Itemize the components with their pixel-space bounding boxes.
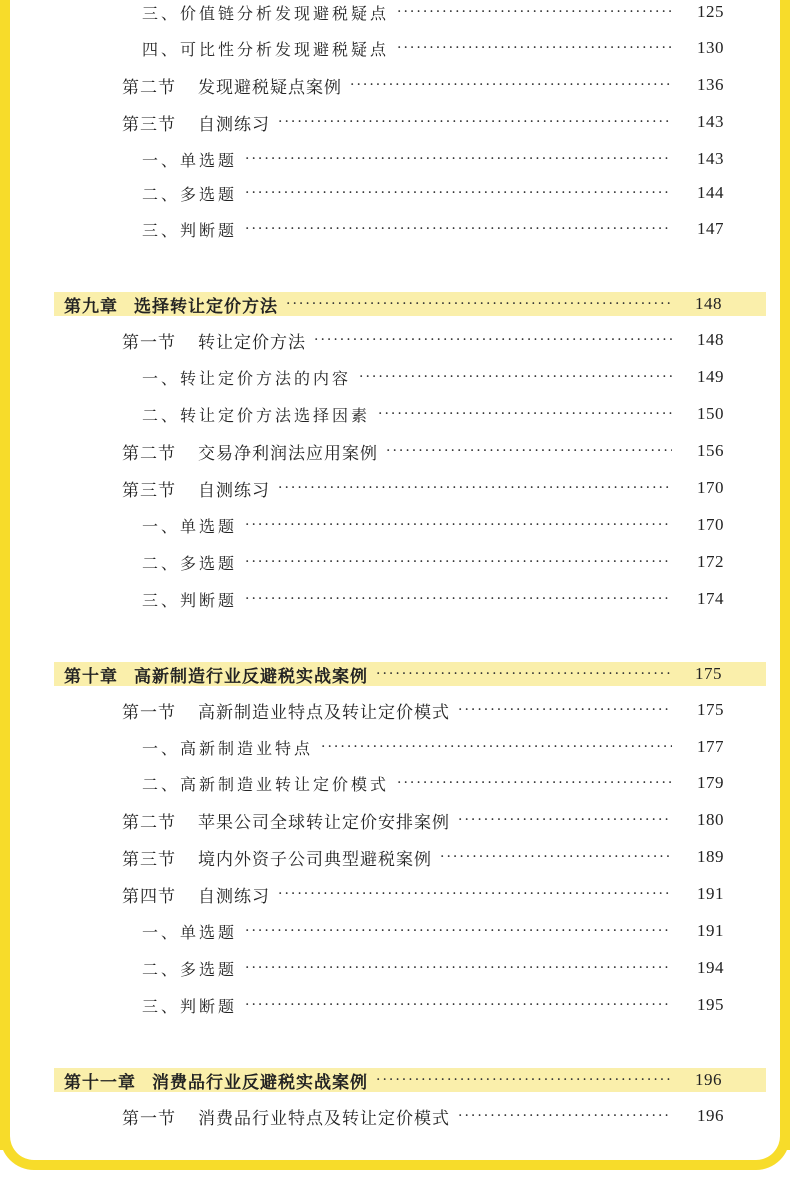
leader-dots [359, 369, 672, 385]
toc-entry-title [142, 148, 237, 171]
toc-page-number: 148 [695, 294, 722, 313]
toc-chapter-row[interactable] [54, 1068, 766, 1092]
toc-entry-text: 二、高新制造业转让定价模式 [142, 774, 390, 794]
toc-subsection-row[interactable] [0, 953, 790, 983]
toc-entry-label: 第九章 [64, 296, 118, 317]
toc-section-row[interactable] [0, 70, 790, 100]
toc-entry-text: 三、判断题 [142, 220, 238, 240]
toc-entry-title [142, 736, 313, 759]
leader-dots [458, 812, 672, 828]
toc-entry-title [122, 73, 342, 98]
toc-page-number: 172 [697, 552, 724, 571]
toc-subsection-row[interactable] [0, 732, 790, 762]
leader-dots [376, 666, 670, 682]
toc-entry-text: 一、转让定价方法的内容 [142, 368, 352, 388]
toc-entry-title [122, 808, 450, 833]
toc-subsection-row[interactable] [0, 178, 790, 208]
toc-entry-text: 三、判断题 [142, 996, 238, 1016]
toc-entry-label: 第二节 [122, 812, 176, 833]
toc-entry-label: 第一节 [122, 332, 176, 353]
toc-section-row[interactable] [0, 842, 790, 872]
toc-entry-text: 一、单选题 [142, 516, 238, 536]
leader-dots [245, 221, 672, 237]
toc-entry-title [122, 845, 432, 870]
leader-dots [397, 4, 672, 20]
toc-page-number: 175 [695, 664, 722, 683]
toc-entry-label: 第一节 [122, 702, 176, 723]
leader-dots [245, 960, 672, 976]
leader-dots [278, 886, 672, 902]
toc-page-number: 147 [697, 219, 724, 238]
toc-page-number: 179 [697, 773, 724, 792]
toc-entry-text: 交易净利润法应用案例 [198, 443, 378, 464]
toc-entry-title [64, 1068, 368, 1093]
toc-chapter-row[interactable] [54, 662, 766, 686]
toc-entry-label: 第四节 [122, 886, 176, 907]
toc-entry-title [64, 662, 368, 687]
toc-entry-title [122, 476, 270, 501]
toc-page-number: 196 [697, 1106, 724, 1125]
toc-subsection-row[interactable] [0, 144, 790, 174]
leader-dots [376, 1072, 670, 1088]
toc-entry-title [122, 439, 378, 464]
toc-entry-title [142, 403, 370, 426]
toc-entry-text: 选择转让定价方法 [134, 296, 278, 317]
toc-entry-title [64, 292, 278, 317]
leader-dots [245, 151, 672, 167]
toc-entry-label: 第二节 [122, 443, 176, 464]
leader-dots [286, 296, 670, 312]
toc-entry-title [142, 1, 389, 24]
toc-entry-label: 第十一章 [64, 1072, 136, 1093]
leader-dots [458, 702, 672, 718]
toc-entry-title [142, 218, 237, 241]
toc-entry-text: 三、价值链分析发现避税疑点 [142, 3, 390, 23]
toc-entry-title [142, 514, 237, 537]
toc-entry-text: 自测练习 [198, 114, 270, 135]
toc-section-row[interactable] [0, 107, 790, 137]
toc-page-number: 148 [697, 330, 724, 349]
toc-entry-text: 消费品行业特点及转让定价模式 [198, 1108, 450, 1129]
toc-subsection-row[interactable] [0, 584, 790, 614]
toc-page-number: 144 [697, 183, 724, 202]
leader-dots [440, 849, 672, 865]
toc-chapter-row[interactable] [54, 292, 766, 316]
toc-page-number: 177 [697, 737, 724, 756]
toc-entry-text: 一、单选题 [142, 150, 238, 170]
toc-page-number: 189 [697, 847, 724, 866]
toc-page-number: 170 [697, 515, 724, 534]
toc-entry-title [122, 698, 450, 723]
toc-page-number: 150 [697, 404, 724, 423]
leader-dots [386, 443, 672, 459]
toc-subsection-row[interactable] [0, 547, 790, 577]
toc-entry-text: 二、多选题 [142, 184, 238, 204]
toc-subsection-row[interactable] [0, 33, 790, 63]
toc-subsection-row[interactable] [0, 214, 790, 244]
toc-page-number: 194 [697, 958, 724, 977]
toc-entry-title [122, 1104, 450, 1129]
leader-dots [245, 185, 672, 201]
toc-entry-text: 高新制造行业反避税实战案例 [134, 666, 368, 687]
leader-dots [245, 517, 672, 533]
toc-page-number: 156 [697, 441, 724, 460]
toc-page-number: 180 [697, 810, 724, 829]
toc-page-number: 195 [697, 995, 724, 1014]
toc-subsection-row[interactable] [0, 768, 790, 798]
toc-subsection-row[interactable] [0, 399, 790, 429]
toc-section-row[interactable] [0, 436, 790, 466]
toc-entry-text: 发现避税疑点案例 [198, 77, 342, 98]
toc-page-number: 170 [697, 478, 724, 497]
toc-entry-title [142, 920, 237, 943]
toc-page-number: 191 [697, 884, 724, 903]
toc-entry-text: 转让定价方法 [198, 332, 306, 353]
leader-dots [245, 923, 672, 939]
toc-entry-title [142, 366, 351, 389]
toc-page-number: 149 [697, 367, 724, 386]
toc-subsection-row[interactable] [0, 990, 790, 1020]
toc-entry-title [142, 182, 237, 205]
toc-entry-title [122, 328, 306, 353]
toc-entry-label: 第三节 [122, 114, 176, 135]
leader-dots [245, 997, 672, 1013]
leader-dots [245, 554, 672, 570]
toc-page-number: 191 [697, 921, 724, 940]
leader-dots [321, 739, 672, 755]
toc-entry-title [142, 588, 237, 611]
toc-page-number: 125 [697, 2, 724, 21]
toc-subsection-row[interactable] [0, 0, 790, 27]
toc-entry-title [122, 110, 270, 135]
leader-dots [350, 77, 672, 93]
toc-page-number: 196 [695, 1070, 722, 1089]
toc-subsection-row[interactable] [0, 916, 790, 946]
toc-entry-label: 第三节 [122, 849, 176, 870]
toc-section-row[interactable] [0, 473, 790, 503]
toc-entry-text: 自测练习 [198, 886, 270, 907]
toc-entry-text: 一、高新制造业特点 [142, 738, 314, 758]
toc-section-row[interactable] [0, 695, 790, 725]
leader-dots [378, 406, 672, 422]
leader-dots [245, 591, 672, 607]
toc-page-number: 174 [697, 589, 724, 608]
toc-entry-text: 苹果公司全球转让定价安排案例 [198, 812, 450, 833]
toc-entry-label: 第二节 [122, 77, 176, 98]
toc-entry-title [142, 772, 389, 795]
toc-page-number: 143 [697, 112, 724, 131]
toc-entry-label: 第三节 [122, 480, 176, 501]
toc-page-number: 136 [697, 75, 724, 94]
leader-dots [458, 1108, 672, 1124]
toc-entry-text: 高新制造业特点及转让定价模式 [198, 702, 450, 723]
toc-entry-label: 第十章 [64, 666, 118, 687]
toc-page-number: 130 [697, 38, 724, 57]
toc-entry-text: 一、单选题 [142, 922, 238, 942]
toc-entry-text: 四、可比性分析发现避税疑点 [142, 39, 390, 59]
toc-entry-text: 境内外资子公司典型避税案例 [198, 849, 432, 870]
leader-dots [314, 332, 672, 348]
toc-entry-title [142, 37, 389, 60]
toc-section-row[interactable] [0, 325, 790, 355]
toc-section-row[interactable] [0, 879, 790, 909]
leader-dots [397, 40, 672, 56]
toc-entry-text: 二、多选题 [142, 959, 238, 979]
toc-entry-text: 二、多选题 [142, 553, 238, 573]
toc-entry-label: 第一节 [122, 1108, 176, 1129]
toc-entry-title [142, 957, 237, 980]
leader-dots [278, 480, 672, 496]
toc-entry-title [142, 551, 237, 574]
toc-section-row[interactable] [0, 1101, 790, 1131]
toc-section-row[interactable] [0, 805, 790, 835]
toc-entry-title [122, 882, 270, 907]
toc-entry-text: 二、转让定价方法选择因素 [142, 405, 371, 425]
toc-entry-text: 自测练习 [198, 480, 270, 501]
leader-dots [397, 775, 672, 791]
toc-entry-title [142, 994, 237, 1017]
toc-subsection-row[interactable] [0, 362, 790, 392]
leader-dots [278, 114, 672, 130]
toc-subsection-row[interactable] [0, 510, 790, 540]
toc-page-number: 143 [697, 149, 724, 168]
toc-entry-text: 三、判断题 [142, 590, 238, 610]
toc-entry-text: 消费品行业反避税实战案例 [152, 1072, 368, 1093]
toc-page-number: 175 [697, 700, 724, 719]
